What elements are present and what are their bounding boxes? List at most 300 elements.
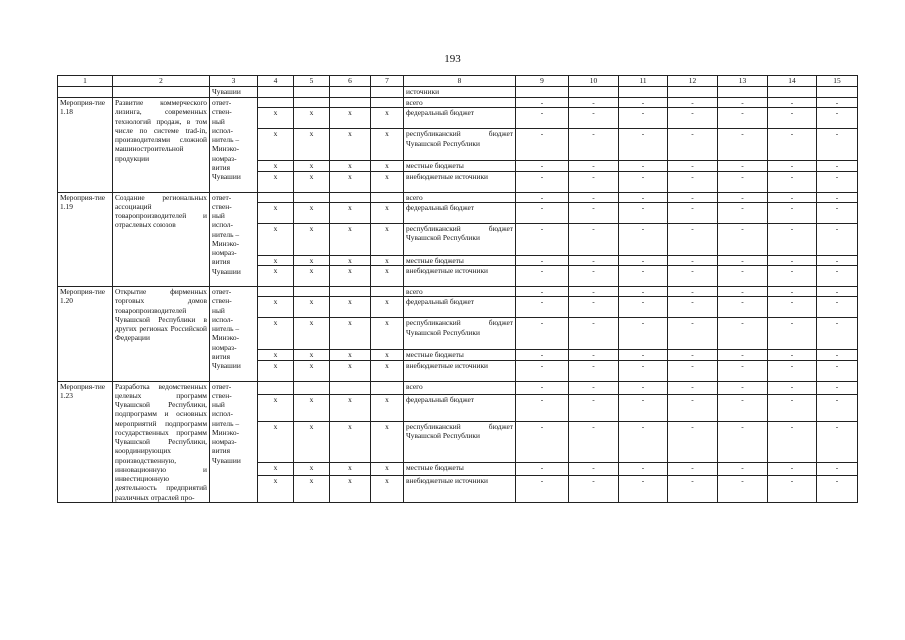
program-table: [57, 75, 858, 503]
x-mark: x: [294, 475, 330, 502]
column-number: 7: [371, 76, 404, 87]
measure-id: Мероприя-тие 1.23: [58, 381, 113, 502]
x-mark: x: [371, 255, 404, 265]
table-row: [58, 381, 858, 394]
dash-cell: -: [516, 360, 569, 381]
responsible-line: номраз-: [212, 153, 237, 163]
responsible-line: ный: [212, 211, 225, 220]
x-mark: x: [258, 223, 294, 255]
dash-cell: -: [569, 360, 619, 381]
funding-source: федеральный бюджет: [404, 108, 516, 129]
x-mark: [294, 98, 330, 108]
funding-source: внебюджетные источники: [404, 171, 516, 192]
dash-cell: -: [668, 202, 718, 223]
dash-cell: -: [516, 381, 569, 394]
table-row: [58, 192, 858, 202]
dash-cell: -: [668, 171, 718, 192]
dash-cell: -: [569, 255, 619, 265]
responsible-executor: [210, 287, 258, 382]
dash-cell: -: [619, 360, 668, 381]
dash-cell: -: [768, 98, 817, 108]
dash-cell: -: [817, 192, 858, 202]
dash-cell: -: [569, 350, 619, 360]
dash-cell: -: [718, 255, 768, 265]
funding-source: республиканский бюджет Чувашской Республики: [404, 421, 516, 462]
x-mark: x: [258, 202, 294, 223]
x-mark: x: [258, 421, 294, 462]
x-mark: x: [258, 360, 294, 381]
x-mark: x: [294, 462, 330, 475]
column-number-row: [58, 76, 858, 87]
table-cell: [619, 87, 668, 98]
dash-cell: -: [569, 129, 619, 161]
table-row: [58, 287, 858, 297]
dash-cell: -: [516, 350, 569, 360]
responsible-line: испол-: [212, 125, 233, 135]
dash-cell: -: [569, 202, 619, 223]
x-mark: x: [330, 297, 371, 318]
dash-cell: -: [516, 192, 569, 202]
responsible-line: ответ-: [212, 98, 232, 107]
column-number: 4: [258, 76, 294, 87]
responsible-line: нитель –: [212, 135, 240, 144]
dash-cell: -: [718, 360, 768, 381]
dash-cell: -: [668, 475, 718, 502]
dash-cell: -: [718, 462, 768, 475]
dash-cell: -: [817, 318, 858, 350]
x-mark: x: [330, 161, 371, 171]
dash-cell: -: [718, 394, 768, 421]
x-mark: x: [330, 255, 371, 265]
table-cell: [371, 87, 404, 98]
dash-cell: -: [569, 381, 619, 394]
dash-cell: -: [718, 266, 768, 287]
table-cell: [258, 87, 294, 98]
x-mark: x: [330, 421, 371, 462]
dash-cell: -: [718, 98, 768, 108]
column-number: 12: [668, 76, 718, 87]
dash-cell: -: [668, 318, 718, 350]
funding-source: республиканский бюджет Чувашской Республики: [404, 129, 516, 161]
dash-cell: -: [768, 394, 817, 421]
dash-cell: -: [668, 192, 718, 202]
dash-cell: -: [768, 318, 817, 350]
column-number: 6: [330, 76, 371, 87]
responsible-line: вития: [212, 351, 231, 361]
measure-title: Развитие коммерческого лизинга, современных технологий продаж, в том числе по системе trad-in, производителями сложной машиностроительной продукции: [113, 98, 210, 193]
dash-cell: -: [768, 255, 817, 265]
x-mark: x: [294, 421, 330, 462]
dash-cell: -: [768, 297, 817, 318]
dash-cell: -: [569, 297, 619, 318]
dash-cell: -: [768, 223, 817, 255]
dash-cell: -: [718, 129, 768, 161]
dash-cell: -: [668, 360, 718, 381]
dash-cell: -: [817, 421, 858, 462]
responsible-line: Минэко-: [212, 427, 240, 437]
dash-cell: -: [817, 202, 858, 223]
column-number: 13: [718, 76, 768, 87]
column-number: 1: [58, 76, 113, 87]
measure-id: Мероприя-тие 1.19: [58, 192, 113, 287]
dash-cell: -: [619, 129, 668, 161]
dash-cell: -: [817, 462, 858, 475]
dash-cell: -: [668, 161, 718, 171]
funding-source: внебюджетные источники: [404, 360, 516, 381]
dash-cell: -: [569, 266, 619, 287]
dash-cell: -: [718, 287, 768, 297]
funding-source: местные бюджеты: [404, 462, 516, 475]
dash-cell: -: [619, 421, 668, 462]
x-mark: x: [371, 129, 404, 161]
dash-cell: -: [619, 108, 668, 129]
dash-cell: -: [668, 297, 718, 318]
dash-cell: -: [619, 266, 668, 287]
dash-cell: -: [569, 475, 619, 502]
dash-cell: -: [619, 297, 668, 318]
column-number: 5: [294, 76, 330, 87]
dash-cell: -: [768, 360, 817, 381]
dash-cell: -: [718, 108, 768, 129]
x-mark: x: [294, 108, 330, 129]
x-mark: x: [294, 350, 330, 360]
responsible-line: номраз-: [212, 437, 237, 446]
dash-cell: -: [516, 462, 569, 475]
x-mark: [330, 98, 371, 108]
x-mark: x: [330, 223, 371, 255]
x-mark: x: [371, 297, 404, 318]
responsible-executor: [210, 192, 258, 287]
x-mark: x: [258, 297, 294, 318]
responsible-line: вития: [212, 162, 231, 172]
x-mark: x: [330, 129, 371, 161]
table-cell: [668, 87, 718, 98]
responsible-line: ствен-: [212, 390, 232, 400]
dash-cell: -: [516, 98, 569, 108]
funding-source: республиканский бюджет Чувашской Республики: [404, 318, 516, 350]
dash-cell: -: [817, 287, 858, 297]
responsible-line: испол-: [212, 409, 233, 419]
column-number: 10: [569, 76, 619, 87]
measure-title: Разработка ведомственных целевых программ Чувашской Республики, подпрограмм и основных мероприятий подпрограмм государственных программ Чувашской Республики, координирующих производственную, инновационную и инвестиционную деятельность предприятий различных отраслей про-: [113, 381, 210, 502]
dash-cell: -: [516, 287, 569, 297]
page-number: 193: [444, 53, 461, 65]
column-number: 9: [516, 76, 569, 87]
dash-cell: -: [516, 171, 569, 192]
dash-cell: -: [718, 421, 768, 462]
dash-cell: -: [516, 394, 569, 421]
x-mark: [294, 381, 330, 394]
x-mark: x: [371, 202, 404, 223]
dash-cell: -: [569, 108, 619, 129]
dash-cell: -: [817, 129, 858, 161]
x-mark: x: [330, 202, 371, 223]
column-number: 15: [817, 76, 858, 87]
dash-cell: -: [569, 161, 619, 171]
responsible-line: ный: [212, 116, 225, 126]
x-mark: x: [371, 223, 404, 255]
responsible-line: вития: [212, 446, 231, 456]
x-mark: x: [258, 318, 294, 350]
table-cell: [516, 87, 569, 98]
dash-cell: -: [718, 381, 768, 394]
responsible-line: вития: [212, 257, 231, 267]
dash-cell: -: [668, 462, 718, 475]
dash-cell: -: [516, 318, 569, 350]
measure-title: Открытие фирменных торговых домов товаропроизводителей Чувашской Республики в других регионах Российской Федерации: [113, 287, 210, 382]
dash-cell: -: [516, 223, 569, 255]
dash-cell: -: [516, 297, 569, 318]
dash-cell: -: [668, 266, 718, 287]
responsible-line: Минэко-: [212, 238, 240, 248]
table-cell: [569, 87, 619, 98]
dash-cell: -: [668, 108, 718, 129]
responsible-line: нитель –: [212, 418, 240, 428]
responsible-line: испол-: [212, 314, 233, 324]
x-mark: x: [330, 108, 371, 129]
responsible-line: ответ-: [212, 192, 232, 202]
responsible-line: нитель –: [212, 229, 240, 239]
dash-cell: -: [768, 129, 817, 161]
dash-cell: -: [619, 171, 668, 192]
responsible-cell: Чувашии: [210, 87, 258, 98]
dash-cell: -: [817, 255, 858, 265]
dash-cell: -: [569, 394, 619, 421]
x-mark: x: [371, 318, 404, 350]
funding-source: республиканский бюджет Чувашской Республики: [404, 223, 516, 255]
x-mark: [330, 192, 371, 202]
responsible-line: Минэко-: [212, 333, 240, 343]
measure-title: Создание региональных ассоциаций товаропроизводителей и отраслевых союзов: [113, 192, 210, 287]
x-mark: x: [258, 255, 294, 265]
responsible-executor: [210, 381, 258, 502]
dash-cell: -: [718, 192, 768, 202]
dash-cell: -: [569, 192, 619, 202]
dash-cell: -: [668, 129, 718, 161]
funding-source: всего: [404, 287, 516, 297]
table-cell: [718, 87, 768, 98]
dash-cell: -: [619, 192, 668, 202]
dash-cell: -: [569, 318, 619, 350]
x-mark: x: [330, 394, 371, 421]
responsible-line: нитель –: [212, 324, 240, 333]
x-mark: x: [258, 266, 294, 287]
dash-cell: -: [619, 318, 668, 350]
x-mark: x: [330, 171, 371, 192]
dash-cell: -: [817, 223, 858, 255]
dash-cell: -: [619, 161, 668, 171]
x-mark: x: [258, 462, 294, 475]
dash-cell: -: [718, 475, 768, 502]
dash-cell: -: [768, 202, 817, 223]
x-mark: x: [294, 394, 330, 421]
dash-cell: -: [619, 475, 668, 502]
x-mark: x: [371, 108, 404, 129]
funding-source: внебюджетные источники: [404, 475, 516, 502]
x-mark: x: [294, 223, 330, 255]
funding-source: местные бюджеты: [404, 350, 516, 360]
measure-id: Мероприя-тие 1.18: [58, 98, 113, 193]
x-mark: [258, 381, 294, 394]
dash-cell: -: [668, 98, 718, 108]
dash-cell: -: [768, 192, 817, 202]
source-cell: источники: [404, 87, 516, 98]
x-mark: x: [371, 161, 404, 171]
dash-cell: -: [619, 223, 668, 255]
funding-source: всего: [404, 98, 516, 108]
x-mark: x: [371, 394, 404, 421]
dash-cell: -: [768, 462, 817, 475]
dash-cell: -: [718, 171, 768, 192]
x-mark: [371, 381, 404, 394]
responsible-line: Чувашии: [212, 172, 241, 181]
table-cell: [113, 87, 210, 98]
dash-cell: -: [619, 287, 668, 297]
dash-cell: -: [817, 381, 858, 394]
responsible-line: ный: [212, 400, 225, 409]
responsible-line: Чувашии: [212, 361, 241, 370]
x-mark: [294, 192, 330, 202]
x-mark: x: [371, 350, 404, 360]
x-mark: [330, 381, 371, 394]
dash-cell: -: [569, 421, 619, 462]
table-cell: [294, 87, 330, 98]
table-cell: [817, 87, 858, 98]
x-mark: x: [371, 462, 404, 475]
dash-cell: -: [768, 266, 817, 287]
x-mark: x: [294, 161, 330, 171]
dash-cell: -: [516, 129, 569, 161]
x-mark: [371, 192, 404, 202]
dash-cell: -: [817, 108, 858, 129]
dash-cell: -: [817, 297, 858, 318]
dash-cell: -: [817, 475, 858, 502]
x-mark: x: [294, 129, 330, 161]
dash-cell: -: [619, 462, 668, 475]
dash-cell: -: [817, 161, 858, 171]
table-cell: [58, 87, 113, 98]
x-mark: x: [330, 318, 371, 350]
dash-cell: -: [668, 421, 718, 462]
dash-cell: -: [619, 394, 668, 421]
funding-source: всего: [404, 381, 516, 394]
x-mark: x: [258, 394, 294, 421]
measure-id: Мероприя-тие 1.20: [58, 287, 113, 382]
dash-cell: -: [768, 350, 817, 360]
dash-cell: -: [768, 108, 817, 129]
x-mark: x: [294, 297, 330, 318]
x-mark: x: [330, 475, 371, 502]
x-mark: x: [258, 475, 294, 502]
column-number: 3: [210, 76, 258, 87]
dash-cell: -: [619, 98, 668, 108]
table-cell: [330, 87, 371, 98]
responsible-line: испол-: [212, 220, 233, 230]
x-mark: [258, 287, 294, 297]
dash-cell: -: [516, 161, 569, 171]
x-mark: [330, 287, 371, 297]
dash-cell: -: [668, 255, 718, 265]
x-mark: x: [294, 255, 330, 265]
responsible-line: ствен-: [212, 107, 232, 117]
dash-cell: -: [569, 98, 619, 108]
x-mark: x: [258, 129, 294, 161]
responsible-line: Минэко-: [212, 144, 240, 154]
dash-cell: -: [768, 475, 817, 502]
dash-cell: -: [768, 421, 817, 462]
x-mark: [371, 98, 404, 108]
funding-source: федеральный бюджет: [404, 394, 516, 421]
x-mark: x: [294, 360, 330, 381]
responsible-line: ствен-: [212, 296, 232, 306]
x-mark: x: [258, 350, 294, 360]
funding-source: всего: [404, 192, 516, 202]
dash-cell: -: [718, 297, 768, 318]
dash-cell: -: [668, 287, 718, 297]
x-mark: x: [371, 475, 404, 502]
x-mark: [371, 287, 404, 297]
dash-cell: -: [619, 255, 668, 265]
responsible-line: номраз-: [212, 342, 237, 352]
funding-source: федеральный бюджет: [404, 202, 516, 223]
x-mark: x: [330, 360, 371, 381]
x-mark: [294, 287, 330, 297]
responsible-line: ствен-: [212, 201, 232, 211]
x-mark: [258, 98, 294, 108]
dash-cell: -: [569, 223, 619, 255]
responsible-line: ответ-: [212, 381, 232, 391]
dash-cell: -: [516, 108, 569, 129]
dash-cell: -: [668, 223, 718, 255]
table-cell: [768, 87, 817, 98]
funding-source: федеральный бюджет: [404, 297, 516, 318]
dash-cell: -: [817, 98, 858, 108]
continuation-row: [58, 87, 858, 98]
dash-cell: -: [668, 350, 718, 360]
dash-cell: -: [569, 462, 619, 475]
dash-cell: -: [718, 350, 768, 360]
dash-cell: -: [768, 161, 817, 171]
dash-cell: -: [619, 381, 668, 394]
responsible-line: номраз-: [212, 248, 237, 257]
dash-cell: -: [569, 171, 619, 192]
dash-cell: -: [619, 350, 668, 360]
dash-cell: -: [516, 475, 569, 502]
dash-cell: -: [817, 350, 858, 360]
responsible-line: Чувашии: [212, 266, 241, 276]
responsible-line: ный: [212, 305, 225, 315]
dash-cell: -: [768, 287, 817, 297]
dash-cell: -: [516, 202, 569, 223]
funding-source: местные бюджеты: [404, 161, 516, 171]
column-number: 14: [768, 76, 817, 87]
dash-cell: -: [569, 287, 619, 297]
dash-cell: -: [817, 394, 858, 421]
dash-cell: -: [718, 223, 768, 255]
x-mark: [258, 192, 294, 202]
dash-cell: -: [619, 202, 668, 223]
x-mark: x: [371, 421, 404, 462]
dash-cell: -: [668, 394, 718, 421]
dash-cell: -: [516, 255, 569, 265]
x-mark: x: [330, 266, 371, 287]
x-mark: x: [294, 202, 330, 223]
responsible-executor: [210, 98, 258, 193]
x-mark: x: [258, 108, 294, 129]
dash-cell: -: [718, 202, 768, 223]
column-number: 2: [113, 76, 210, 87]
dash-cell: -: [668, 381, 718, 394]
